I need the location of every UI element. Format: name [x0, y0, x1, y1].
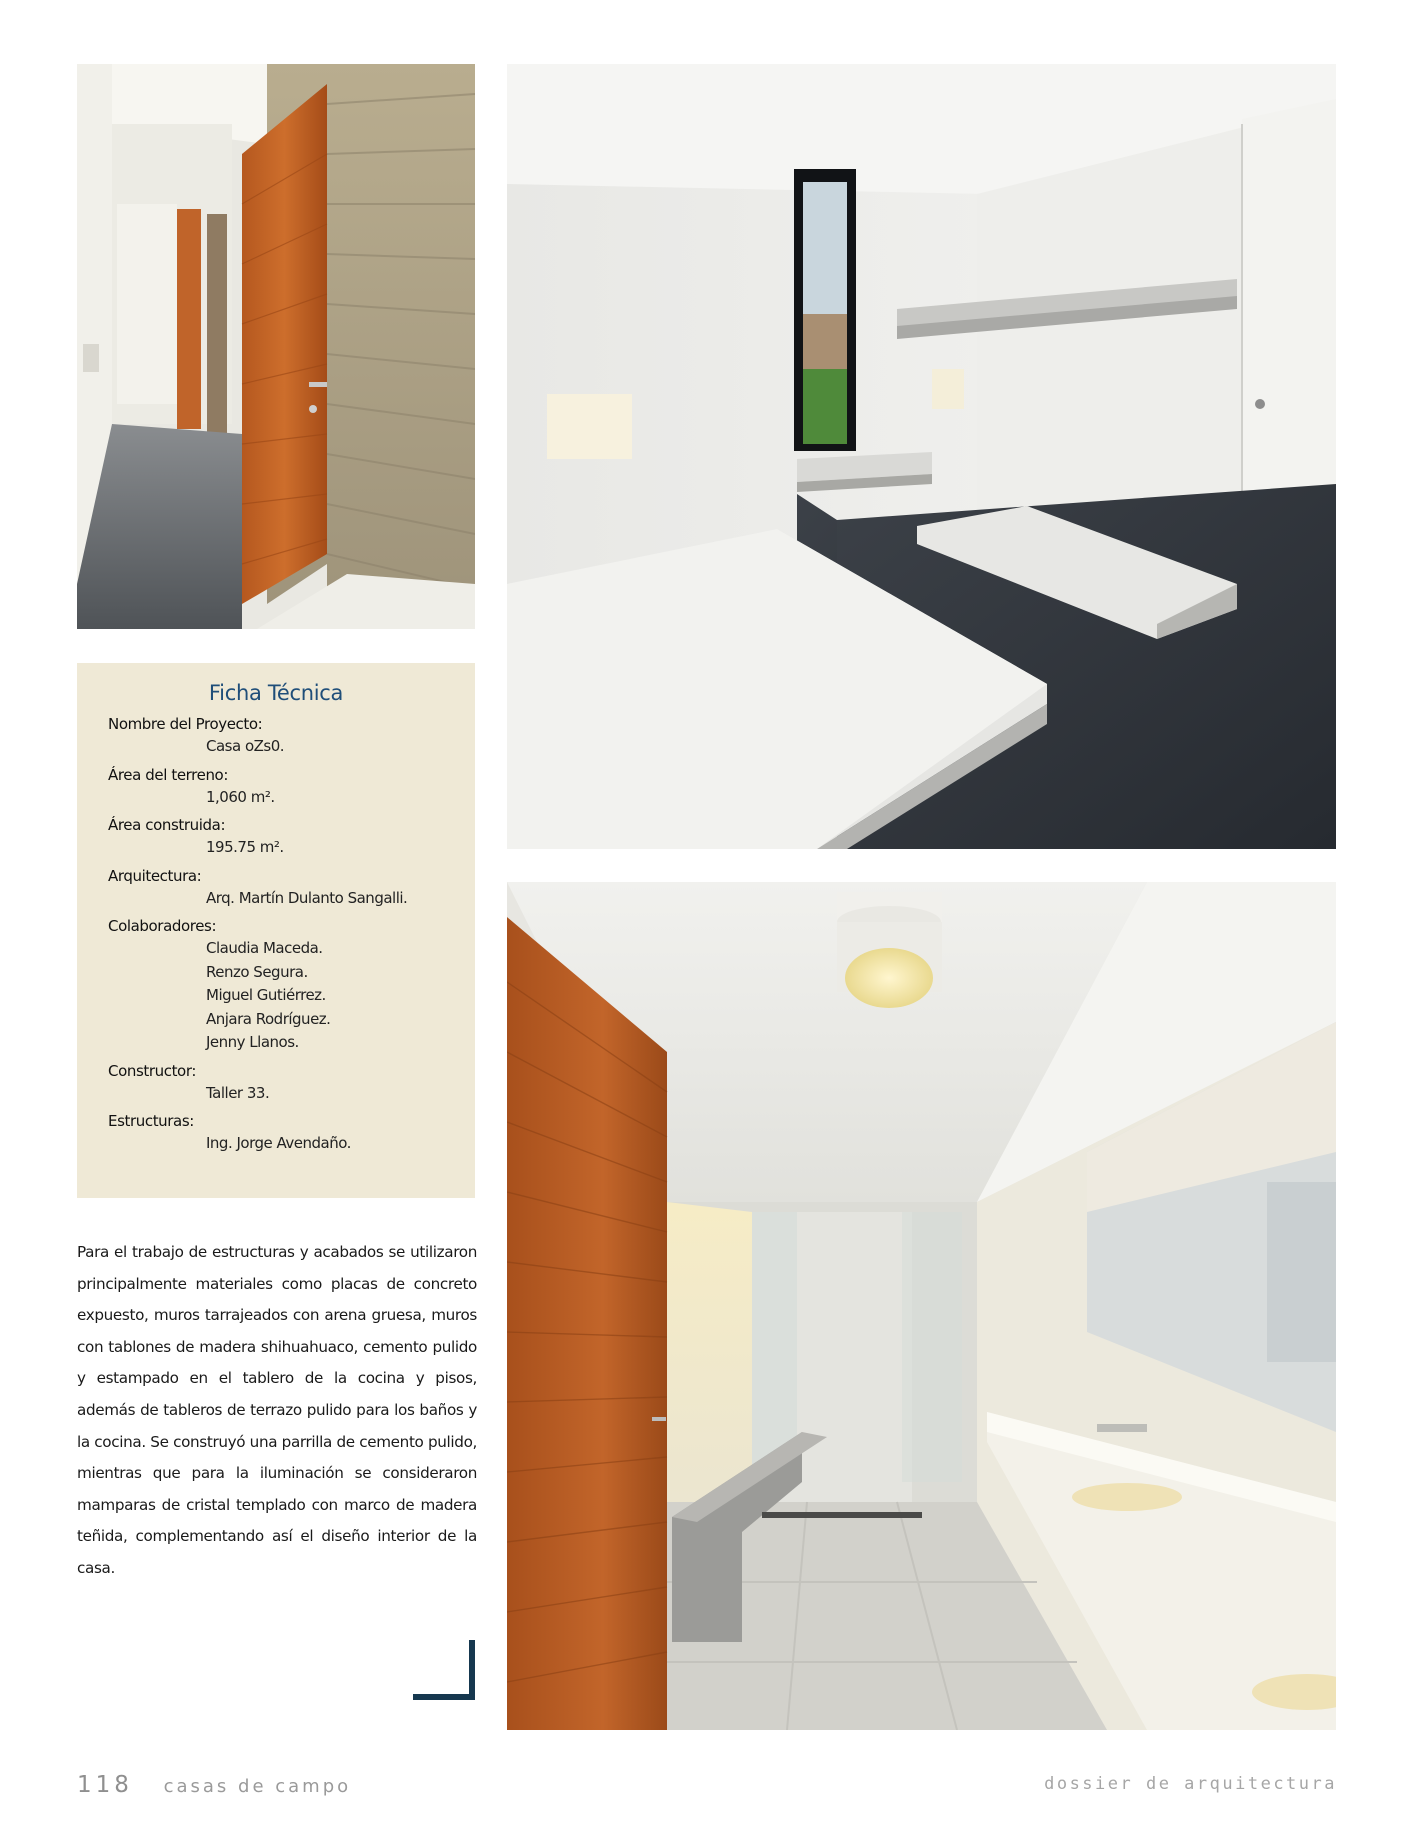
- photo-bathroom-illustration: [507, 882, 1336, 1730]
- photo-bedroom-illustration: [507, 64, 1336, 849]
- photo-bedroom-floating-beds: [507, 64, 1336, 849]
- ficha-value: Taller 33.: [206, 1083, 270, 1102]
- page-number: 118: [77, 1772, 133, 1798]
- ficha-tecnica-box: [77, 663, 475, 1198]
- ficha-label: Nombre del Proyecto:: [108, 715, 263, 733]
- ficha-value: Jenny Llanos.: [206, 1033, 299, 1051]
- ficha-tecnica-title: Ficha Técnica: [208, 681, 344, 705]
- ficha-value: Ing. Jorge Avendaño.: [206, 1134, 351, 1152]
- corner-bracket-horizontal: [413, 1694, 475, 1700]
- ficha-label: Constructor:: [108, 1061, 196, 1080]
- ficha-value: Casa oZs0.: [206, 737, 285, 755]
- corner-bracket-vertical: [469, 1640, 475, 1700]
- ficha-value: 195.75 m².: [206, 838, 284, 856]
- ficha-value: Renzo Segura.: [206, 962, 308, 981]
- photo-bathroom: [507, 882, 1336, 1730]
- ficha-label: Colaboradores:: [108, 917, 217, 935]
- corner-bracket-decoration: [413, 1640, 475, 1700]
- ficha-label: Arquitectura:: [108, 866, 202, 885]
- ficha-value: 1,060 m².: [206, 787, 275, 806]
- ficha-item-collaborators: [108, 915, 475, 1055]
- magazine-name: casas de campo: [163, 1776, 352, 1797]
- photo-wooden-door-hallway: [77, 64, 475, 629]
- ficha-item-structures: [108, 1110, 475, 1156]
- footer-section-name: dossier de arquitectura: [1044, 1774, 1337, 1794]
- ficha-item-architecture: [108, 865, 475, 911]
- ficha-item-project-name: [108, 713, 475, 759]
- ficha-item-constructor: [108, 1060, 475, 1106]
- ficha-value: Anjara Rodríguez.: [206, 1009, 331, 1028]
- ficha-label: Estructuras:: [108, 1112, 194, 1130]
- ficha-value: Arq. Martín Dulanto Sangalli.: [206, 888, 408, 907]
- body-paragraph: Para el trabajo de estructuras y acabados se utilizaron principalmente materiales como placas de concreto expuesto, muros tarrajeados con arena gruesa, muros con tablones de madera shihuahuaco, cemento pulido y estampado en el tablero de la cocina y pisos, además de tableros de terrazo pulido para los baños y la cocina. Se construyó una parrilla de cemento pulido, mientras que para la iluminación se consideraron mamparas de cristal templado con marco de madera teñida, complementando así el diseño interior de la casa.: [77, 1243, 477, 1577]
- ficha-label: Área del terreno:: [108, 765, 228, 784]
- footer-left: [77, 1772, 351, 1798]
- ficha-value: Miguel Gutiérrez.: [206, 986, 326, 1004]
- ficha-item-built-area: [108, 814, 475, 860]
- ficha-label: Área construida:: [108, 816, 226, 834]
- ficha-value: Claudia Maceda.: [206, 939, 323, 957]
- ficha-item-land-area: [108, 764, 475, 810]
- photo-wooden-door-illustration: [77, 64, 475, 629]
